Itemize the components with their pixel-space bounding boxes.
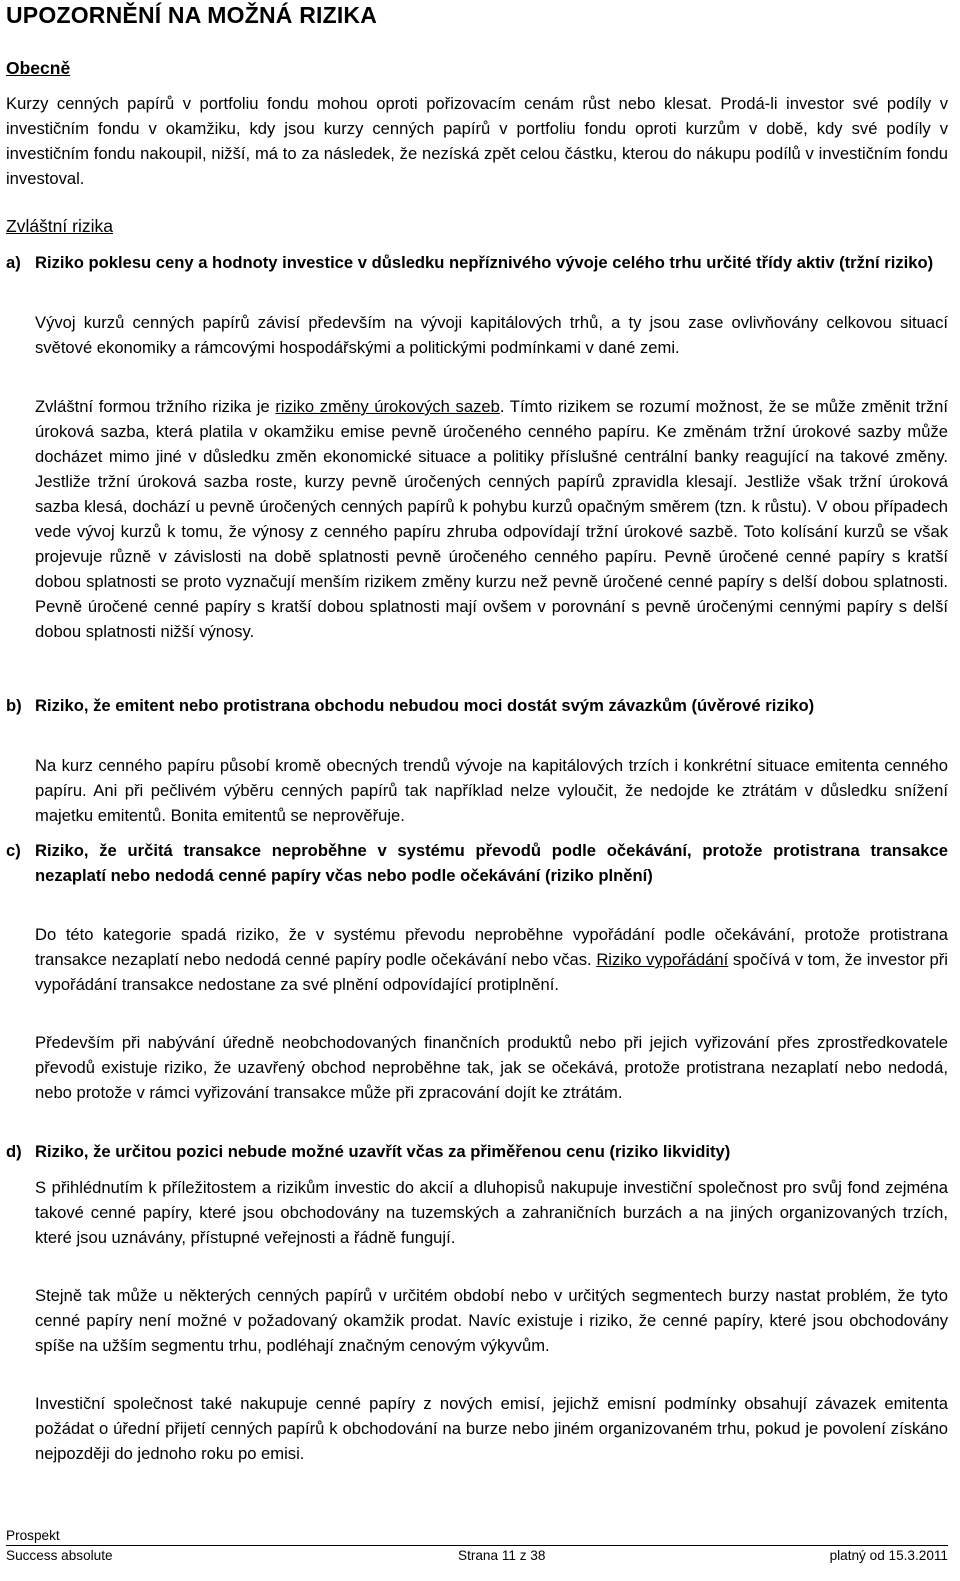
interest-rate-risk-link: riziko změny úrokových sazeb xyxy=(275,397,500,416)
section-heading-general: Obecně xyxy=(6,58,71,78)
section-heading-special: Zvláštní rizika xyxy=(6,216,113,236)
risk-a-heading xyxy=(6,250,948,275)
page-title: UPOZORNĚNÍ NA MOŽNÁ RIZIKA xyxy=(6,2,378,28)
risk-d-title: Riziko, že určitou pozici nebude možné uzavřít včas za přiměřenou cenu (riziko likvidity) xyxy=(35,1142,731,1161)
risk-a-label: a) xyxy=(6,253,21,272)
footer-fund-name: Success absolute xyxy=(6,1548,113,1563)
risk-a-paragraph-2: Zvláštní formou tržního rizika je riziko změny úrokových sazeb. Tímto rizikem se rozumí možnost, že se může změnit tržní úroková sazba, která platila v okamžiku emise pevně úročeného cenného papíru. Ke změnám tržní úrokové sazby může docházet mimo jiné v důsledku změn ekonomické situace a politiky příslušné centrální banky reagující na takové změny. Jestliže tržní úroková sazba roste, kurzy pevně úročených cenných papírů zpravidla klesají. Jestliže však tržní úroková sazba klesá, dochází u pevně úročených cenných papírů k pohybu kurzů opačným směrem (tzn. k růstu). V obou případech vede vývoj kurzů k tomu, že výnosy z cenného papíru zhruba odpovídají tržní úrokové sazbě. Toto kolísání kurzů se však projevuje různě v závislosti na době splatnosti pevně úročeného cenného papíru. Pevně úročené cenné papíry s kratší dobou splatnosti se proto vyznačují menším rizikem změny kurzu než pevně úročené cenné papíry s delší dobou splatnosti. Pevně úročené cenné papíry s kratší dobou splatnosti mají ovšem v porovnání s pevně úročenými cennými papíry s delší dobou splatnosti nižší výnosy. xyxy=(35,397,948,641)
risk-c-paragraph-2: Především při nabývání úředně neobchodovaných finančních produktů nebo při jejich vyřizování přes zprostředkovatele převodů existuje riziko, že uzavřený obchod neproběhne tak, jak se očekává, protože protistrana nezaplatí nebo nedodá, nebo protože v rámci vyřizování transakce může při zpracování dojít ke ztrátám. xyxy=(35,1033,948,1102)
risk-b-label: b) xyxy=(6,696,22,715)
risk-d-label: d) xyxy=(6,1142,22,1161)
risk-d-paragraph-2: Stejně tak může u některých cenných papírů v určitém období nebo v určitých segmentech burzy nastat problém, že tyto cenné papíry není možné v požadovaný okamžik prodat. Navíc existuje i riziko, že cenné papíry, které jsou obchodovány spíše na užším segmentu trhu, podléhají značným cenovým výkyvům. xyxy=(35,1286,948,1355)
risk-c-heading xyxy=(6,838,948,888)
footer-prospekt: Prospekt xyxy=(6,1528,60,1543)
risk-d-heading xyxy=(6,1139,948,1164)
general-paragraph: Kurzy cenných papírů v portfoliu fondu mohou oproti pořizovacím cenám růst nebo klesat. Prodá-li investor své podíly v investičním fondu v okamžiku, kdy jsou kurzy cenných papírů v portfoliu fondu oproti kurzům v době, kdy své podíly v investičním fondu nakoupil, nižší, má to za následek, že nezíská zpět celou částku, kterou do nákupu podílů v investičním fondu investoval. xyxy=(6,94,948,188)
settlement-risk-term: Riziko vypořádání xyxy=(596,950,729,969)
risk-c-label: c) xyxy=(6,841,21,860)
risk-b-heading xyxy=(6,693,948,718)
footer-page-number: Strana 11 z 38 xyxy=(458,1548,546,1563)
risk-a-title: Riziko poklesu ceny a hodnoty investice v důsledku nepříznivého vývoje celého trhu určité třídy aktiv (tržní riziko) xyxy=(35,253,934,272)
page-footer xyxy=(6,1526,948,1565)
risk-a-paragraph-1: Vývoj kurzů cenných papírů závisí především na vývoji kapitálových trhů, a ty jsou zase ovlivňovány celkovou situací světové ekonomiky a rámcovými hospodářskými a politickými podmínkami v dané zemi. xyxy=(35,313,948,357)
risk-d-paragraph-1: S přihlédnutím k příležitostem a rizikům investic do akcií a dluhopisů nakupuje investiční společnost pro svůj fond zejména takové cenné papíry, které jsou obchodovány na tuzemských a zahraničních burzách a na jiných organizovaných trzích, které jsou uznávány, přístupné veřejnosti a řádně fungují. xyxy=(35,1178,948,1247)
risk-b-paragraph-1: Na kurz cenného papíru působí kromě obecných trendů vývoje na kapitálových trzích i konkrétní situace emitenta cenného papíru. Ani při pečlivém výběru cenných papírů tak například nelze vyloučit, že nedojde ke ztrátám v důsledku snížení majetku emitentů. Bonita emitentů se neprověřuje. xyxy=(35,756,948,825)
risk-d-paragraph-3: Investiční společnost také nakupuje cenné papíry z nových emisí, jejichž emisní podmínky obsahují závazek emitenta požádat o úřední přijetí cenných papírů k obchodování na burze nebo jiném organizovaném trhu, pokud je povolení získáno nejpozději do jednoho roku po emisi. xyxy=(35,1394,948,1463)
risk-c-title: Riziko, že určitá transakce neproběhne v systému převodů podle očekávání, protože protistrana transakce nezaplatí nebo nedodá cenné papíry včas nebo podle očekávání (riziko plnění) xyxy=(35,841,948,885)
risk-b-title: Riziko, že emitent nebo protistrana obchodu nebudou moci dostát svým závazkům (úvěrové riziko) xyxy=(35,696,815,715)
risk-c-paragraph-1: Do této kategorie spadá riziko, že v systému převodu neproběhne vypořádání podle očekávání, protože protistrana transakce nezaplatí nebo nedodá cenné papíry podle očekávání nebo včas. Riziko vypořádání spočívá v tom, že investor při vypořádání transakce nedostane za své plnění odpovídající protiplnění. xyxy=(35,925,948,994)
footer-valid-from: platný od 15.3.2011 xyxy=(829,1548,948,1563)
